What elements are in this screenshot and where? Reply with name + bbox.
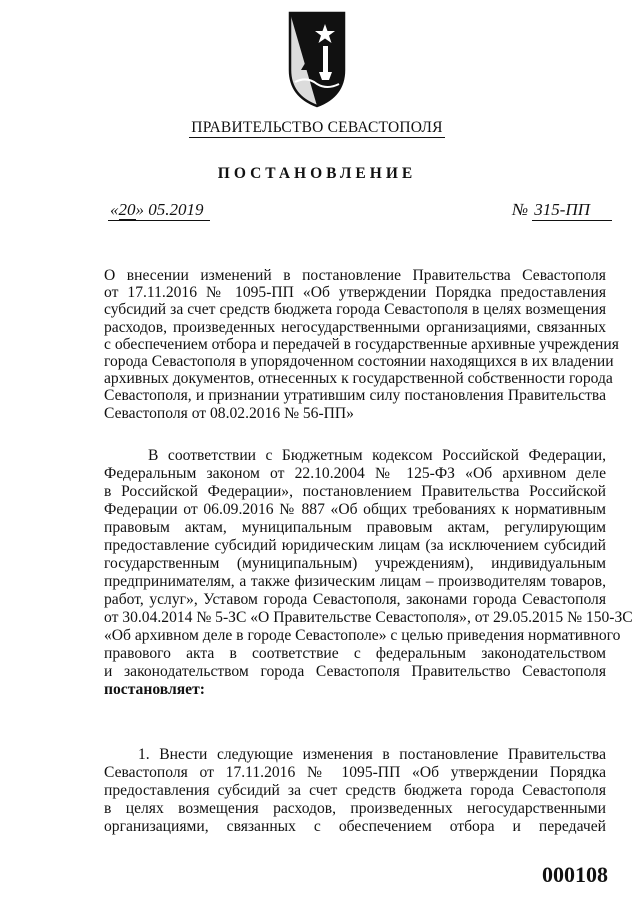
- subject-line: расходов, произведенных негосударственными организациями, связанных: [104, 318, 606, 336]
- preamble-line: предпринимателям, а также физическим лицам – производителям товаров,: [104, 573, 606, 590]
- preamble-line: работ, услуг», Уставом города Севастополя, законами города Севастополя: [104, 591, 606, 608]
- preamble-line: предоставление субсидий юридическим лицам (за исключением субсидий: [104, 537, 606, 554]
- item-line: организациями, связанных с обеспечением отбора и передачей: [104, 818, 606, 835]
- preamble-line: и законодательством города Севастополя Правительство Севастополя: [104, 663, 606, 680]
- subject-line: О внесении изменений в постановление Правительства Севастополя: [104, 267, 606, 284]
- date-open-quote: «: [110, 200, 119, 219]
- preamble-line: В соответствии с Бюджетным кодексом Российской Федерации,: [148, 447, 606, 464]
- item-line: в целях возмещения расходов, произведенных негосударственными: [104, 800, 606, 817]
- document-number: [512, 200, 612, 220]
- document-date: [108, 200, 210, 220]
- preamble-line: правовым актам, муниципальным правовым актам, регулирующим: [104, 519, 606, 536]
- item-line: Севастополя от 17.11.2016 № 1095-ПП «Об утверждении Порядка: [104, 764, 606, 781]
- item-line: 1. Внести следующие изменения в постановление Правительства: [138, 746, 606, 763]
- date-rest: » 05.2019: [135, 200, 204, 219]
- preamble-line: от 30.04.2014 № 5-ЗС «О Правительстве Севастополя», от 29.05.2015 № 150-ЗС: [104, 609, 633, 626]
- subject-line: субсидий за счет средств бюджета города Севастополя в целях возмещения: [104, 301, 606, 319]
- date-day: 20: [118, 200, 136, 219]
- subject-line: Севастополя, и признании утратившим силу постановления Правительства: [104, 387, 606, 405]
- item-line: предоставления субсидий за счет средств бюджета города Севастополя: [104, 782, 606, 799]
- preamble: [104, 447, 633, 699]
- government-name: ПРАВИТЕЛЬСТВО СЕВАСТОПОЛЯ: [191, 119, 443, 136]
- document-subject: [104, 267, 619, 422]
- preamble-line: в Российской Федерации», постановлением Правительства Российской: [104, 483, 606, 500]
- subject-line: города Севастополя в упорядоченном состоянии находящихся в их владении: [104, 353, 614, 371]
- preamble-line: государственным (муниципальным) учреждениям), индивидуальным: [104, 555, 606, 572]
- subject-line: от 17.11.2016 № 1095-ПП «Об утверждении Порядка предоставления: [104, 284, 606, 302]
- number-value: 315-ПП: [532, 200, 612, 221]
- preamble-line: Федеральным законом от 22.10.2004 № 125-ФЗ «Об архивном деле: [104, 465, 606, 482]
- number-prefix: №: [512, 200, 533, 219]
- document-title: ПОСТАНОВЛЕНИЕ: [217, 165, 417, 182]
- subject-line: с обеспечением отбора и передачей в государственные архивные учреждения: [104, 335, 619, 353]
- preamble-line: правового акта в соответствие с федеральным законодательством: [104, 645, 606, 662]
- preamble-line: Федерации от 06.09.2016 № 887 «Об общих требованиях к нормативным: [104, 501, 606, 518]
- subject-line: Севастополя от 08.02.2016 № 56-ПП»: [104, 404, 354, 422]
- item-1: [104, 746, 606, 836]
- decree-word: постановляет:: [104, 681, 205, 698]
- subject-line: архивных документов, отнесенных к государственной собственности города: [104, 370, 613, 388]
- coat-of-arms-icon: [287, 10, 347, 108]
- page-stamp-number: 000108: [542, 862, 608, 887]
- preamble-line: «Об архивном деле в городе Севастополе» с целью приведения нормативного: [104, 627, 621, 644]
